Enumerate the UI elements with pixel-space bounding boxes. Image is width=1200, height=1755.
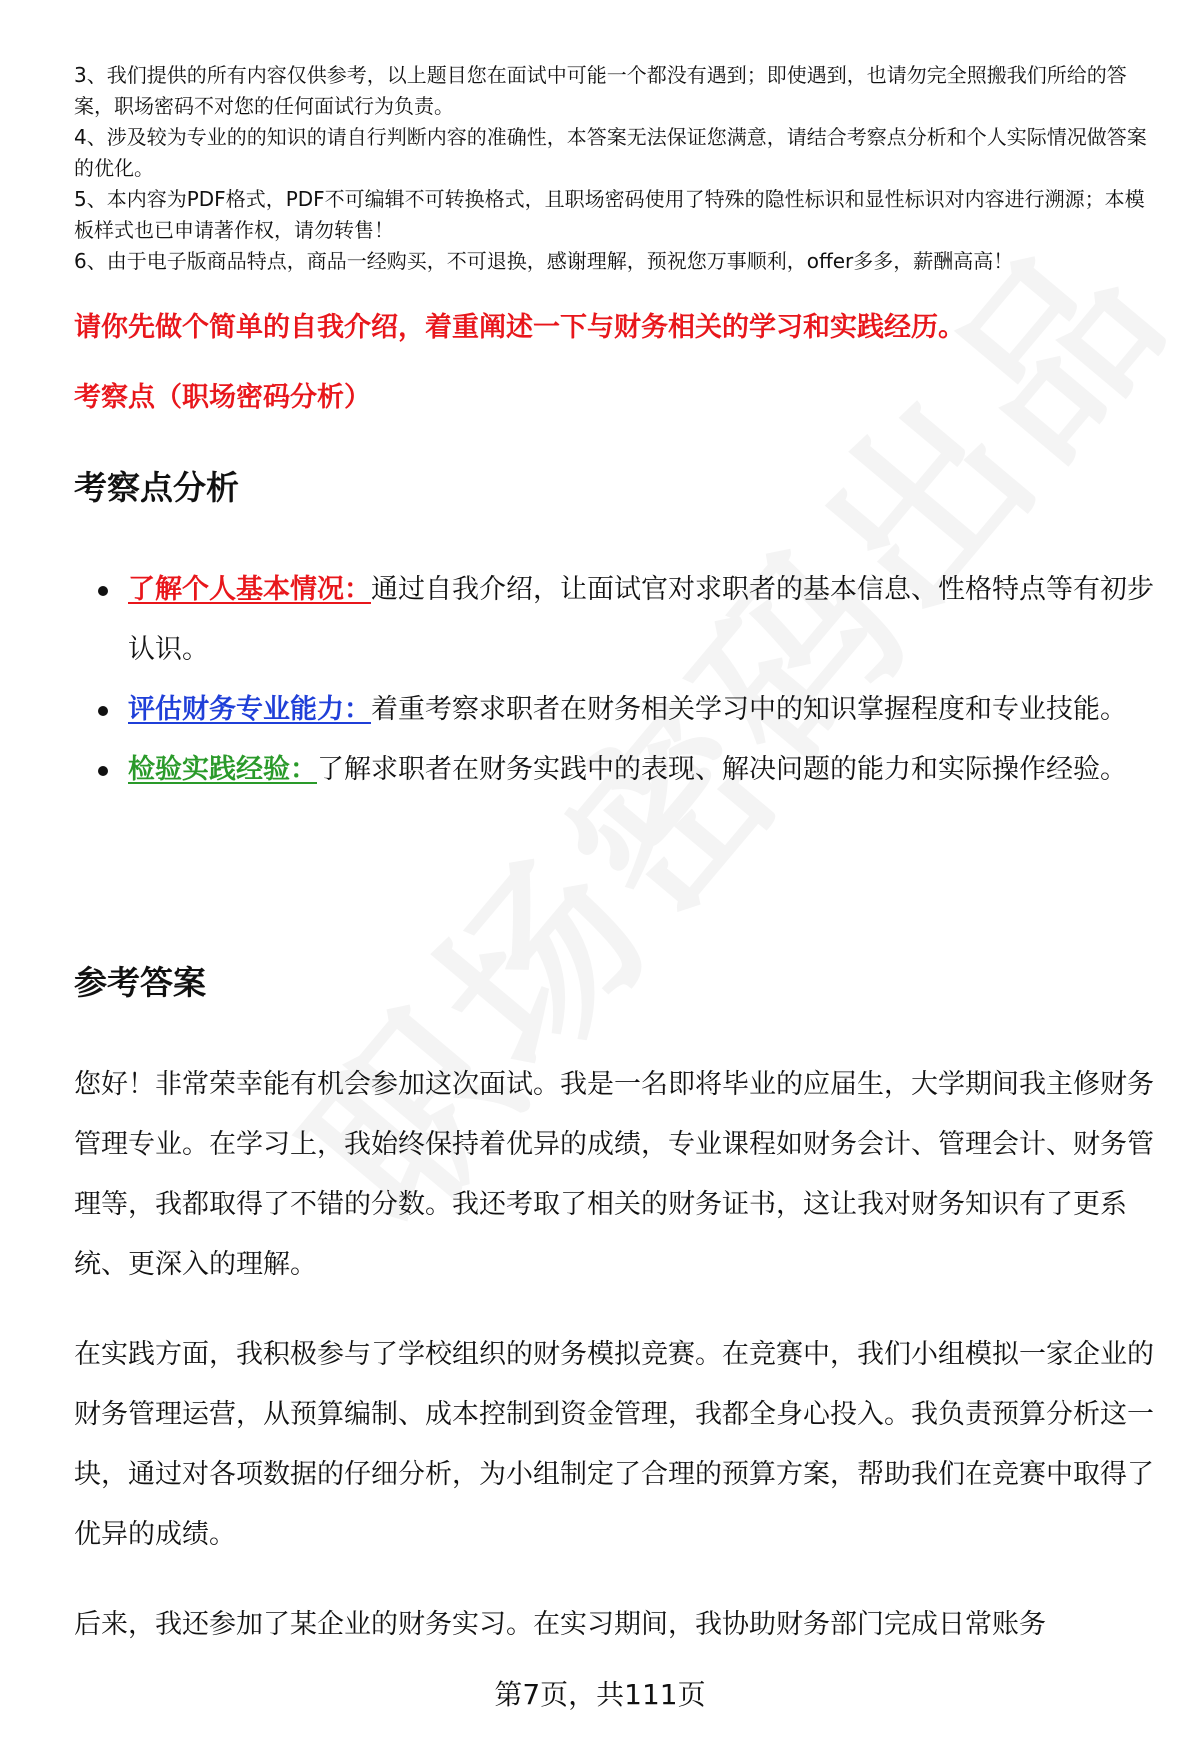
note-item: 3、我们提供的所有内容仅供参考，以上题目您在面试中可能一个都没有遇到；即使遇到，也请勿完全照搬我们所给的答案，职场密码不对您的任何面试行为负责。 [74,63,1127,118]
note-item: 5、本内容为PDF格式，PDF不可编辑不可转换格式，且职场密码使用了特殊的隐性标识和显性标识对内容进行溯源；本模板样式也已申请著作权，请勿转售！ [74,187,1145,242]
bullet-label: 检验实践经验： [128,754,317,785]
page-number: 第7页，共111页 [494,1678,706,1711]
note-item: 6、由于电子版商品特点，商品一经购买，不可退换，感谢理解，预祝您万事顺利，offer多多，薪酬高高！ [74,249,1014,273]
bullet-dot-icon [98,766,108,776]
list-item [74,560,1164,680]
interview-question: 请你先做个简单的自我介绍，着重阐述一下与财务相关的学习和实践经历。 [74,312,965,343]
answer-paragraph: 在实践方面，我积极参与了学校组织的财务模拟竞赛。在竞赛中，我们小组模拟一家企业的财务管理运营，从预算编制、成本控制到资金管理，我都全身心投入。我负责预算分析这一块，通过对各项数据的仔细分析，为小组制定了合理的预算方案，帮助我们在竞赛中取得了优异的成绩。 [74,1339,1154,1550]
analysis-list [74,560,1164,800]
bullet-text: 通过自我介绍，让面试官对求职者的基本信息、性格特点等有初步认识。 [128,574,1154,665]
bullet-text: 了解求职者在财务实践中的表现、解决问题的能力和实际操作经验。 [317,754,1127,785]
bullet-dot-icon [98,586,108,596]
analysis-heading: 考察点分析 [74,468,239,507]
note-item: 4、涉及较为专业的的知识的请自行判断内容的准确性，本答案无法保证您满意，请结合考察点分析和个人实际情况做答案的优化。 [74,125,1147,180]
analysis-label: 考察点（职场密码分析） [74,382,371,413]
answer-body [74,1055,1164,1685]
list-item [74,680,1164,740]
answer-heading: 参考答案 [74,963,206,1002]
bullet-dot-icon [98,706,108,716]
bullet-text: 着重考察求职者在财务相关学习中的知识掌握程度和专业技能。 [371,694,1127,725]
answer-paragraph: 后来，我还参加了某企业的财务实习。在实习期间，我协助财务部门完成日常账务 [74,1609,1046,1640]
bullet-label: 评估财务专业能力： [128,694,371,725]
answer-paragraph: 您好！非常荣幸能有机会参加这次面试。我是一名即将毕业的应届生，大学期间我主修财务管理专业。在学习上，我始终保持着优异的成绩，专业课程如财务会计、管理会计、财务管理等，我都取得了不错的分数。我还考取了相关的财务证书，这让我对财务知识有了更系统、更深入的理解。 [74,1069,1154,1280]
bullet-label: 了解个人基本情况： [128,574,371,605]
list-item [74,740,1164,800]
disclaimer-notes [74,60,1164,277]
